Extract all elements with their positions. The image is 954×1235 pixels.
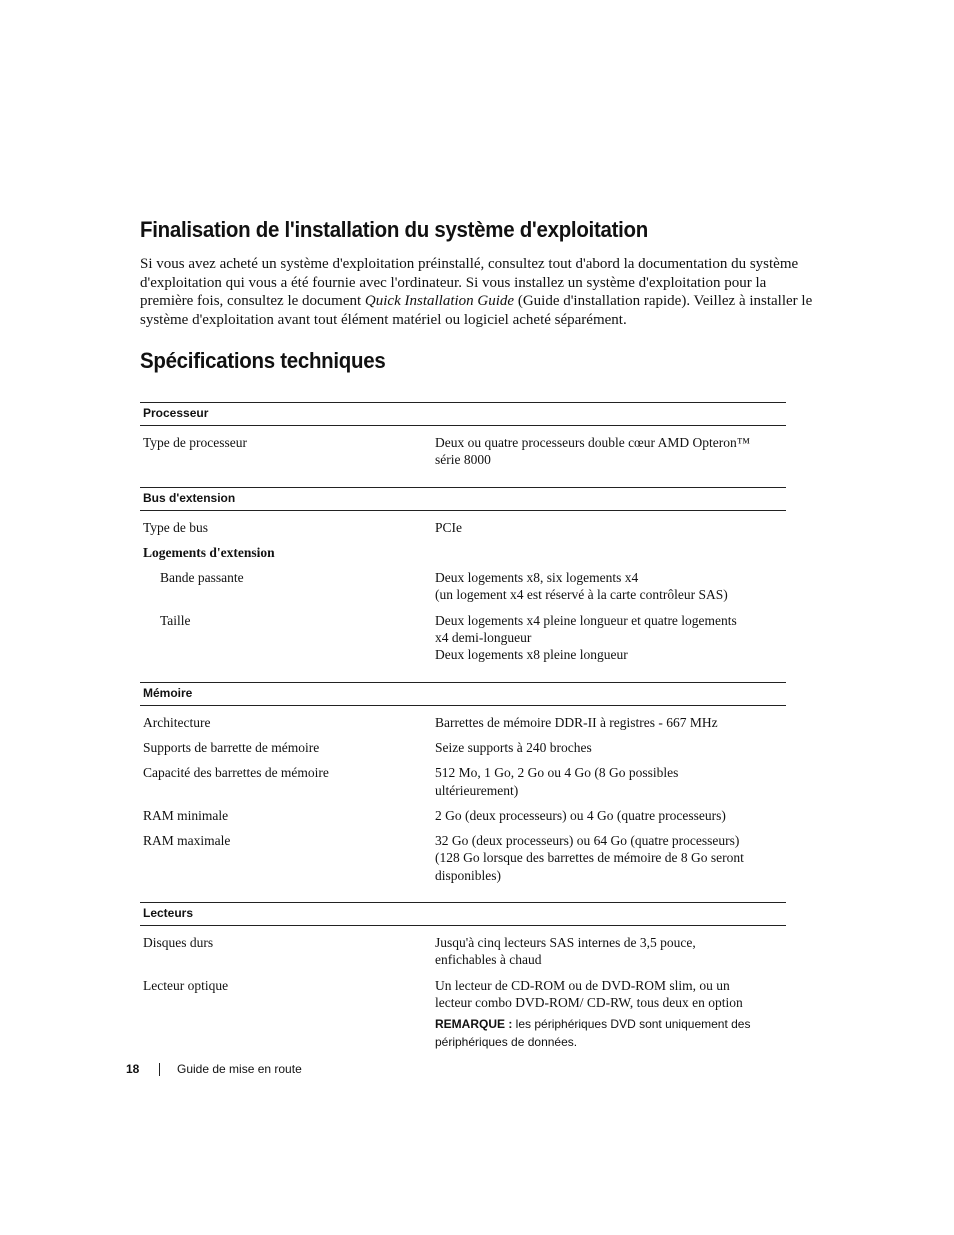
remarque-note bbox=[435, 1015, 785, 1051]
spec-row-logements bbox=[140, 544, 786, 561]
spec-value: Seize supports à 240 broches bbox=[435, 739, 592, 755]
section-rows-lecteurs bbox=[140, 934, 786, 1051]
spec-value-line: disponibles) bbox=[435, 867, 501, 883]
spec-value-line: 512 Mo, 1 Go, 2 Go ou 4 Go (8 Go possibles bbox=[435, 765, 679, 781]
spec-value bbox=[435, 977, 785, 1052]
section-rows-bus bbox=[140, 519, 786, 664]
spec-value-line: Deux logements x4 pleine longueur et quatre logements bbox=[435, 612, 737, 628]
spec-value: PCIe bbox=[435, 519, 462, 535]
spec-value bbox=[435, 934, 785, 969]
section-rows-memoire bbox=[140, 714, 786, 884]
footer-guide-title: Guide de mise en route bbox=[177, 1062, 302, 1076]
spec-value bbox=[435, 832, 785, 884]
spec-label: Type de processeur bbox=[143, 435, 248, 450]
spec-value-line: série 8000 bbox=[435, 452, 491, 468]
spec-value-line: ultérieurement) bbox=[435, 782, 519, 798]
spec-label: RAM minimale bbox=[143, 807, 229, 823]
spec-value-line: Un lecteur de CD-ROM ou de DVD-ROM slim, ou un bbox=[435, 977, 730, 993]
spec-row-ram-maximale bbox=[140, 832, 786, 884]
spec-value bbox=[435, 764, 785, 799]
spec-label: Lecteur optique bbox=[143, 977, 229, 993]
section-rows-processeur bbox=[140, 434, 786, 469]
spec-value-line: x4 demi-longueur bbox=[435, 630, 532, 646]
spec-label: Disques durs bbox=[143, 935, 214, 951]
footer-divider bbox=[159, 1063, 160, 1076]
spec-value-line: Deux logements x8, six logements x4 bbox=[435, 570, 639, 586]
spec-label: Supports de barrette de mémoire bbox=[143, 739, 320, 755]
spec-subheading: Logements d'extension bbox=[143, 544, 275, 560]
spec-value bbox=[435, 544, 785, 561]
spec-value-line: (un logement x4 est réservé à la carte contrôleur SAS) bbox=[435, 587, 728, 603]
intro-guide-title: Quick Installation Guide bbox=[364, 293, 515, 310]
intro-text-start: Si vous avez acheté un système d'exploitation préinstallé, consultez tout d'abord la documentation du système d'exploitation qui vous a été fournie avec l'ordinateur. Si vous installez un système d'exploitation pour la première fois, consultez le document bbox=[140, 256, 799, 310]
spec-row-capacite bbox=[140, 764, 786, 799]
spec-value bbox=[435, 569, 785, 604]
section-header-lecteurs: Lecteurs bbox=[140, 902, 786, 926]
spec-row-type-bus bbox=[140, 519, 786, 536]
section-header-bus: Bus d'extension bbox=[140, 487, 786, 511]
spec-value bbox=[435, 434, 785, 469]
spec-value-line: enfichables à chaud bbox=[435, 952, 542, 968]
specifications-table bbox=[140, 402, 786, 1051]
section-title-specifications: Spécifications techniques bbox=[140, 348, 386, 373]
spec-value: Barrettes de mémoire DDR-II à registres - 667 MHz bbox=[435, 714, 718, 730]
spec-row-supports bbox=[140, 739, 786, 756]
spec-label: Architecture bbox=[143, 714, 211, 730]
note-text-cont: périphériques de données. bbox=[435, 1035, 578, 1050]
spec-value-line: lecteur combo DVD-ROM/ CD-RW, tous deux en option bbox=[435, 994, 743, 1010]
page-footer bbox=[126, 1062, 302, 1076]
spec-row-architecture bbox=[140, 714, 786, 731]
spec-value-line: Jusqu'à cinq lecteurs SAS internes de 3,5 pouce, bbox=[435, 935, 696, 951]
spec-value-line: Deux logements x8 pleine longueur bbox=[435, 647, 628, 663]
note-text: les périphériques DVD sont uniquement des bbox=[512, 1017, 751, 1032]
spec-value-line: 32 Go (deux processeurs) ou 64 Go (quatre processeurs) bbox=[435, 833, 740, 849]
spec-label: Type de bus bbox=[143, 519, 209, 535]
spec-value: 2 Go (deux processeurs) ou 4 Go (quatre processeurs) bbox=[435, 807, 726, 823]
spec-row-taille bbox=[140, 612, 786, 664]
spec-row-ram-minimale bbox=[140, 807, 786, 824]
intro-text-end: (Guide d'installation rapide). Veillez à installer le système d'exploitation avant tout élément matériel ou logiciel acheté séparément. bbox=[140, 293, 813, 328]
spec-value-line: Deux ou quatre processeurs double cœur AMD Opteron™ bbox=[435, 435, 751, 450]
spec-label: Bande passante bbox=[160, 570, 244, 586]
section-header-processeur: Processeur bbox=[140, 402, 786, 426]
spec-label: RAM maximale bbox=[143, 833, 231, 849]
spec-row-disques-durs bbox=[140, 934, 786, 969]
intro-paragraph bbox=[140, 255, 820, 329]
note-label: REMARQUE : bbox=[435, 1017, 513, 1032]
spec-value bbox=[435, 612, 785, 664]
spec-row-type-processeur bbox=[140, 434, 786, 469]
spec-value-line: (128 Go lorsque des barrettes de mémoire de 8 Go seront bbox=[435, 850, 744, 866]
spec-label: Taille bbox=[160, 612, 191, 628]
page-number: 18 bbox=[126, 1062, 140, 1076]
spec-label: Capacité des barrettes de mémoire bbox=[143, 765, 329, 781]
section-title-finalisation: Finalisation de l'installation du système d'exploitation bbox=[140, 217, 648, 242]
section-header-memoire: Mémoire bbox=[140, 682, 786, 706]
spec-row-bande-passante bbox=[140, 569, 786, 604]
spec-row-lecteur-optique bbox=[140, 977, 786, 1052]
